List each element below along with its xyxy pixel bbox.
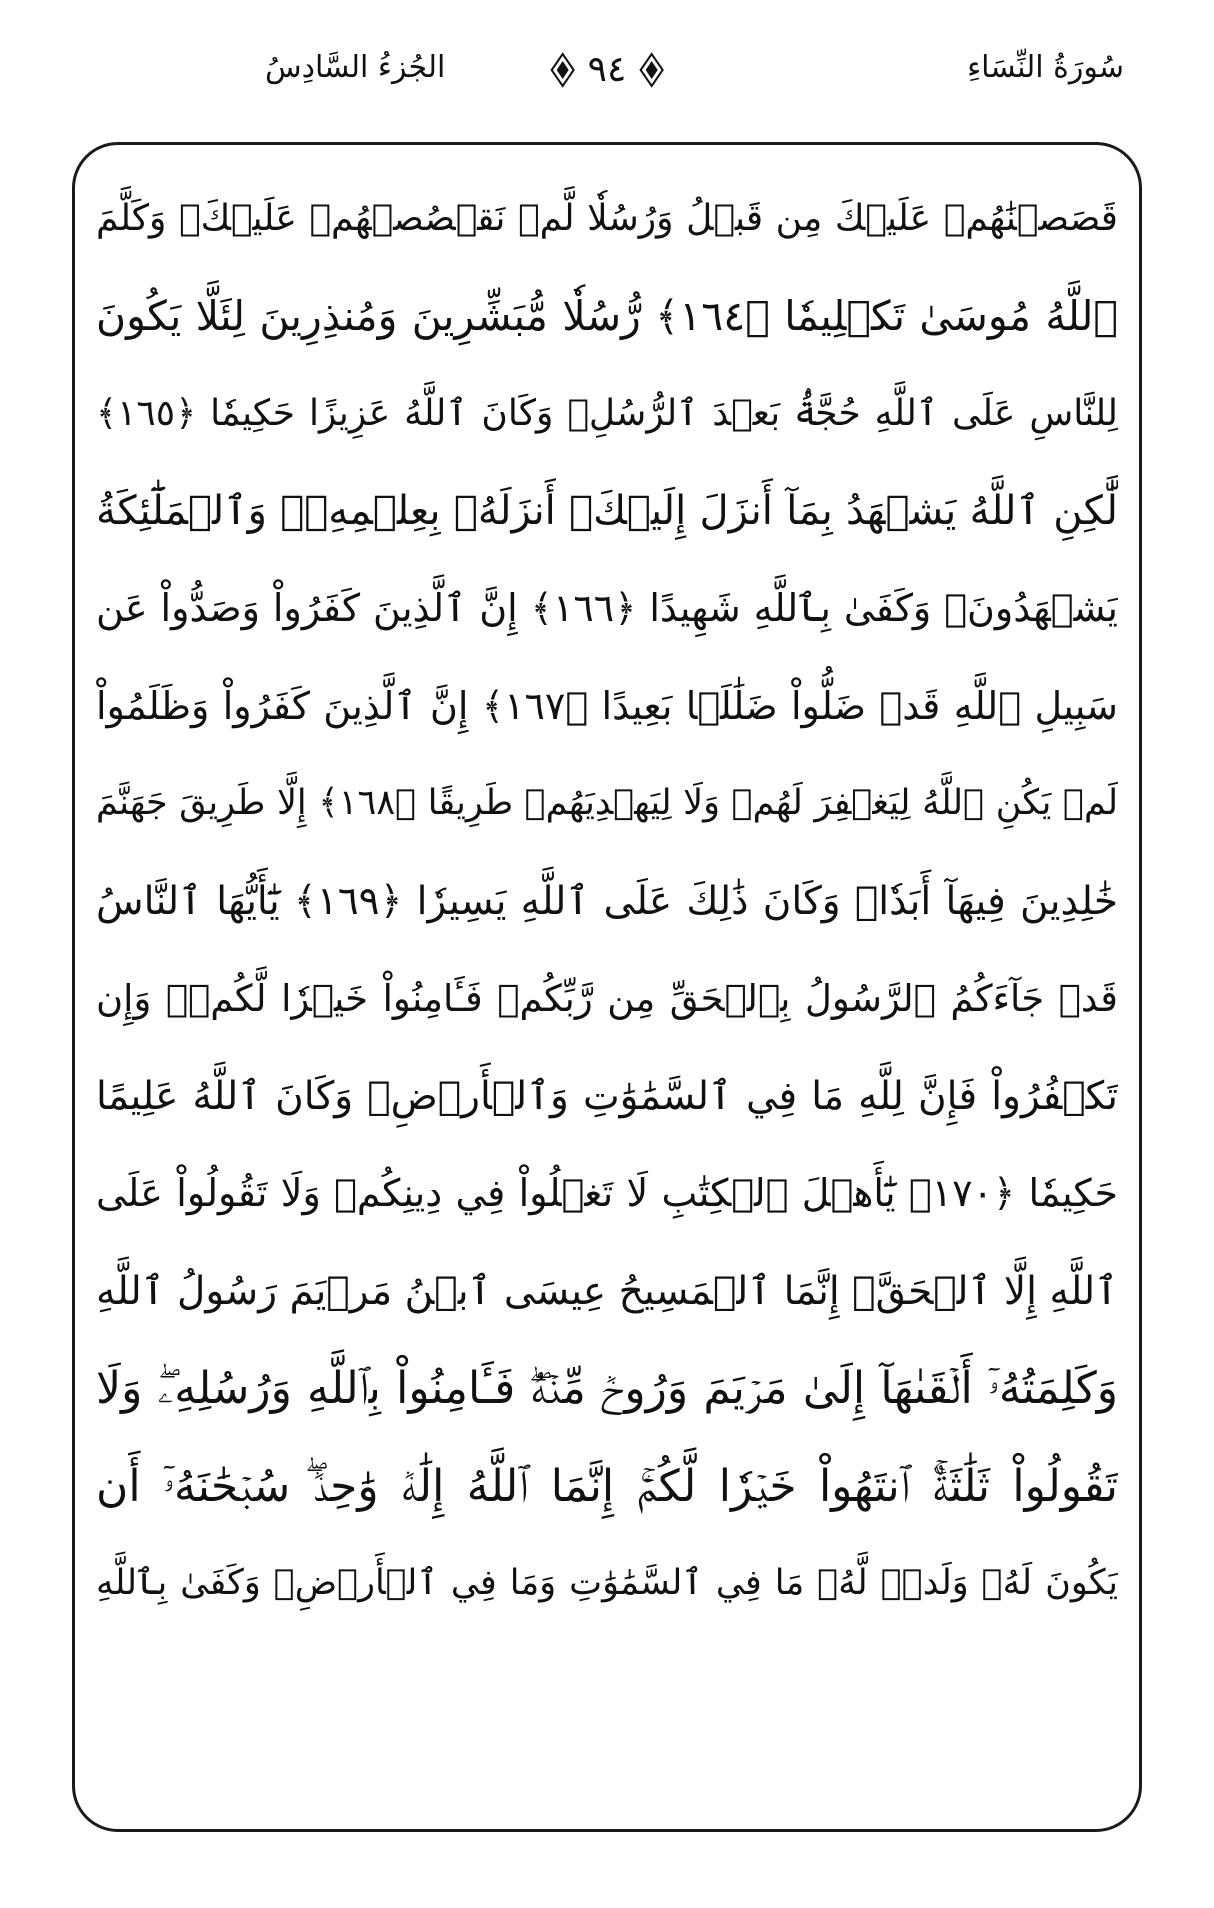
verse-line: وَكَلِمَتُهُۥٓ أَلۡقَىٰهَآ إِلَىٰ مَرۡيَمَ وَرُوحٞ مِّنۡهُۖ فَـَٔامِنُواْ بِٱللَّهِ وَرُسُلِهِۦۖ وَلَا (96, 1363, 1118, 1414)
verse-line: تَكۡفُرُواْ فَإِنَّ لِلَّهِ مَا فِي ٱلسَّمَٰوَٰتِ وَٱلۡأَرۡضِۚ وَكَانَ ٱللَّهُ عَلِيمًا (96, 1073, 1118, 1119)
ornament-right-icon (638, 50, 664, 90)
verse-line: ٱللَّهِ إِلَّا ٱلۡحَقَّۚ إِنَّمَا ٱلۡمَسِيحُ عِيسَى ٱبۡنُ مَرۡيَمَ رَسُولُ ٱللَّهِ (96, 1268, 1118, 1314)
verse-line: خَٰلِدِينَ فِيهَآ أَبَدٗاۚ وَكَانَ ذَٰلِكَ عَلَى ٱللَّهِ يَسِيرٗا ﴿١٦٩﴾ يَٰٓأَيُّهَا ٱلنَّاسُ (96, 878, 1118, 924)
verse-line: يَكُونَ لَهُۥ وَلَدٞۘ لَّهُۥ مَا فِي ٱلسَّمَٰوَٰتِ وَمَا فِي ٱلۡأَرۡضِۗ وَكَفَىٰ بِٱللَّهِ (96, 1563, 1118, 1603)
ornament-left-icon (550, 50, 576, 90)
verse-line: لَّٰكِنِ ٱللَّهُ يَشۡهَدُ بِمَآ أَنزَلَ إِلَيۡكَۖ أَنزَلَهُۥ بِعِلۡمِهِۦۖ وَٱلۡمَلَٰٓئِكَةُ (96, 487, 1118, 534)
verse-line: لَمۡ يَكُنِ ٱللَّهُ لِيَغۡفِرَ لَهُمۡ وَلَا لِيَهۡدِيَهُمۡ طَرِيقًا ﴿١٦٨﴾ إِلَّا طَرِيقَ جَهَنَّمَ (96, 783, 1118, 823)
verse-line: سَبِيلِ ٱللَّهِ قَدۡ ضَلُّواْ ضَلَٰلَۢا بَعِيدًا ﴿١٦٧﴾ إِنَّ ٱلَّذِينَ كَفَرُواْ وَظَلَمُواْ (96, 683, 1118, 728)
surah-name: سُورَةُ النِّسَاءِ (967, 50, 1124, 85)
juz-name: الجُزءُ السَّادِسُ (265, 50, 446, 85)
verse-line: قَصَصۡنَٰهُمۡ عَلَيۡكَ مِن قَبۡلُ وَرُسُلٗا لَّمۡ نَقۡصُصۡهُمۡ عَلَيۡكَۚ وَكَلَّمَ (96, 198, 1118, 239)
verse-line: يَشۡهَدُونَۚ وَكَفَىٰ بِٱللَّهِ شَهِيدًا ﴿١٦٦﴾ إِنَّ ٱلَّذِينَ كَفَرُواْ وَصَدُّواْ عَن (96, 586, 1118, 630)
page-number-ornament (550, 40, 665, 100)
verse-line: لِلنَّاسِ عَلَى ٱللَّهِ حُجَّةُۢ بَعۡدَ ٱلرُّسُلِۚ وَكَانَ ٱللَّهُ عَزِيزًا حَكِيمٗا ﴿١٦٥﴾ (96, 393, 1118, 434)
verse-line: تَقُولُواْ ثَلَٰثَةٌۚ ٱنتَهُواْ خَيۡرٗا لَّكُمۡۚ إِنَّمَا ٱللَّهُ إِلَٰهٞ وَٰحِدٞۖ سُبۡحَٰنَهُۥٓ أَن (96, 1460, 1118, 1512)
page-number: ٩٤ (587, 49, 627, 90)
verse-line: ٱللَّهُ مُوسَىٰ تَكۡلِيمٗا ﴿١٦٤﴾ رُّسُلٗا مُّبَشِّرِينَ وَمُنذِرِينَ لِئَلَّا يَكُونَ (96, 291, 1118, 340)
verse-block (96, 170, 1118, 1633)
verse-line: حَكِيمٗا ﴿١٧٠﴾ يَٰٓأَهۡلَ ٱلۡكِتَٰبِ لَا تَغۡلُواْ فِي دِينِكُمۡ وَلَا تَقُولُواْ عَلَى (96, 1171, 1118, 1215)
page-header (70, 40, 1144, 110)
verse-line: قَدۡ جَآءَكُمُ ٱلرَّسُولُ بِٱلۡحَقِّ مِن رَّبِّكُمۡ فَـَٔامِنُواْ خَيۡرٗا لَّكُمۡۚ وَإِن (96, 977, 1118, 1020)
